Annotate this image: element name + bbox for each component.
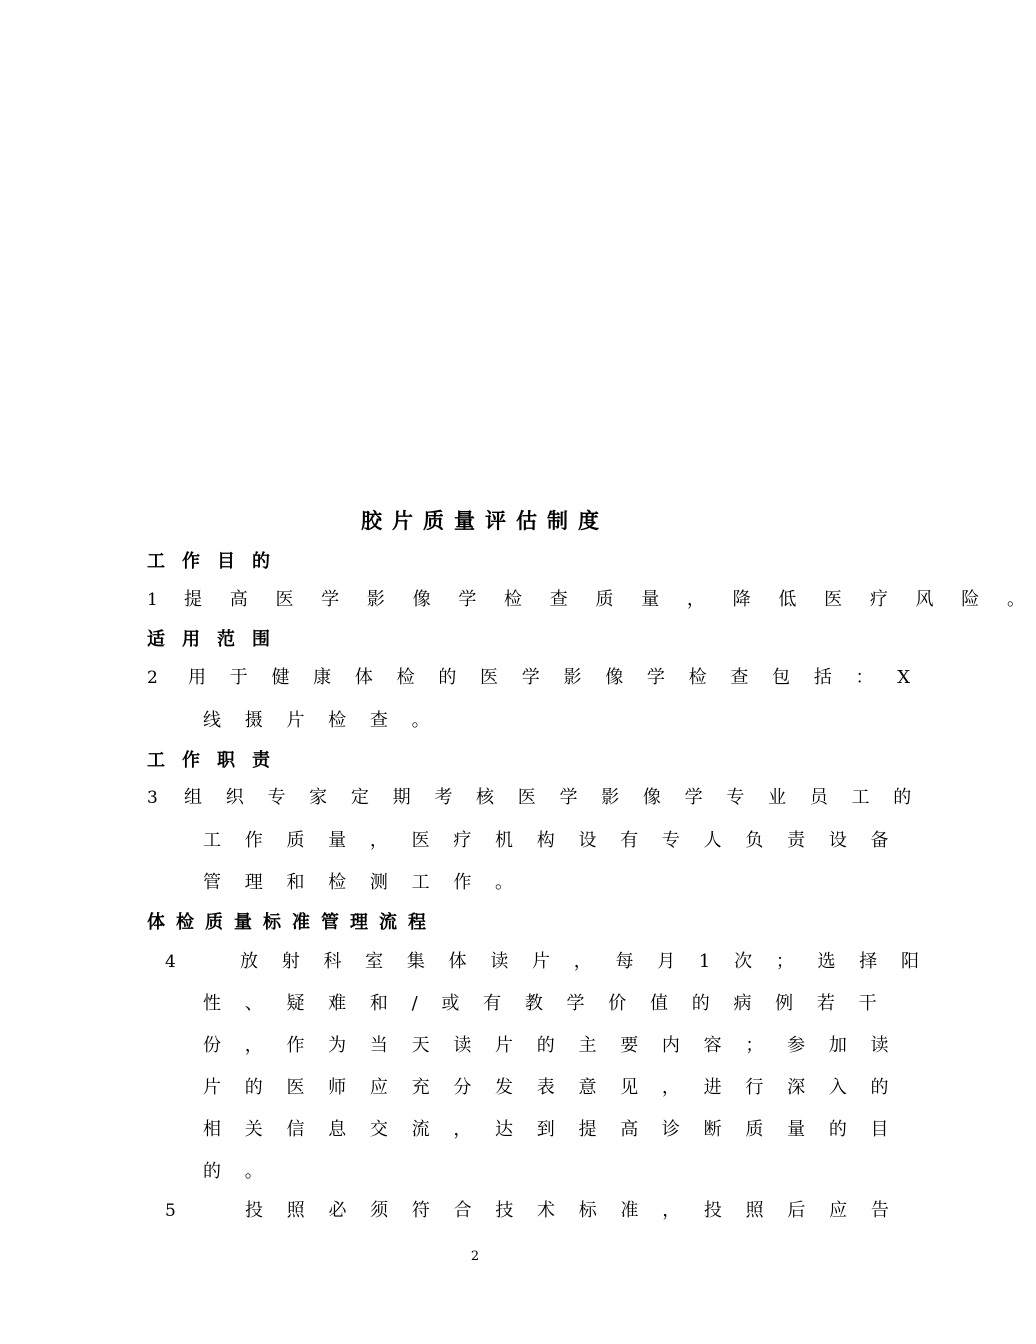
item-line: 份 ， 作 为 当 天 读 片 的 主 要 内 容 ； 参 加 读: [203, 1035, 898, 1056]
item-line: 放 射 科 室 集 体 读 片 ， 每 月 1 次 ； 选 择 阳: [240, 951, 928, 972]
item-number: 5: [165, 1201, 176, 1221]
item-number: 1: [147, 590, 158, 610]
section-heading-process: 体检质量标准管理流程: [147, 912, 437, 933]
item-line: 工 作 质 量 ， 医 疗 机 构 设 有 专 人 负 责 设 备: [203, 830, 898, 851]
item-number: 4: [165, 952, 176, 972]
item-line: 线 摄 片 检 查 。: [203, 710, 439, 731]
item-number: 3: [147, 788, 158, 808]
item-line: 相 关 信 息 交 流 ， 达 到 提 高 诊 断 质 量 的 目: [203, 1119, 898, 1140]
item-line: 管 理 和 检 测 工 作 。: [203, 872, 523, 893]
section-heading-purpose: 工作目的: [147, 551, 287, 572]
item-line: 片 的 医 师 应 充 分 发 表 意 见 ， 进 行 深 入 的: [203, 1077, 898, 1098]
section-heading-duties: 工作职责: [147, 750, 287, 771]
item-line: 性 、 疑 难 和 / 或 有 教 学 价 值 的 病 例 若 干: [203, 993, 886, 1014]
item-line: 投 照 必 须 符 合 技 术 标 准 ， 投 照 后 应 告: [245, 1200, 898, 1221]
section-heading-scope: 适用范围: [147, 629, 287, 650]
item-line: 提 高 医 学 影 像 学 检 查 质 量 ， 降 低 医 疗 风 险 。: [184, 589, 1036, 610]
item-line: 用 于 健 康 体 检 的 医 学 影 像 学 检 查 包 括 ： X: [188, 667, 920, 688]
item-line: 的 。: [203, 1161, 272, 1182]
page-number: 2: [470, 1249, 480, 1264]
document-title: 胶片质量评估制度: [361, 508, 609, 533]
item-number: 2: [147, 668, 158, 688]
item-line: 组 织 专 家 定 期 考 核 医 学 影 像 学 专 业 员 工 的: [184, 787, 921, 808]
